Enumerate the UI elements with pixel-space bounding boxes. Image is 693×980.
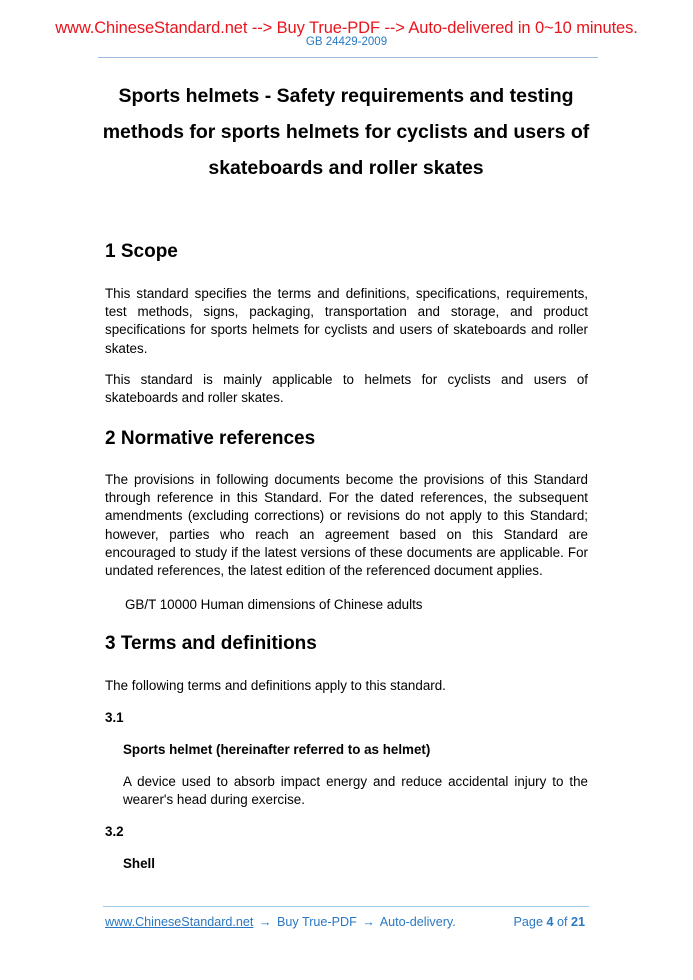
scope-paragraph: This standard is mainly applicable to helmets for cyclists and users of skateboards and roller skates.: [105, 372, 588, 406]
total-pages: 21: [570, 915, 585, 929]
page-label: Page: [513, 915, 543, 929]
promo-banner-link[interactable]: www.ChineseStandard.net --> Buy True-PDF --> Auto-delivered in 0~10 minutes.: [55, 19, 638, 37]
page-footer: [105, 914, 585, 930]
clause-number: 3.1: [105, 710, 124, 725]
arrow-right-icon: →: [362, 915, 375, 929]
title-line: methods for sports helmets for cyclists and users of: [102, 121, 590, 143]
normative-references-paragraph: The provisions in following documents become the provisions of this Standard through reference in this Standard. For the dated references, the subsequent amendments (excluding corrections) or revisions do not apply to this Standard; however, parties who reach an agreement based on this Standard are encouraged to study if the latest versions of these documents are applicable. For undated references, the latest edition of the referenced document applies.: [105, 472, 588, 579]
clause-number: 3.2: [105, 824, 124, 839]
term-title: Sports helmet (hereinafter referred to as helmet): [123, 742, 431, 757]
current-page: 4: [546, 915, 554, 929]
standard-code: GB 24429-2009: [305, 36, 388, 48]
delivery-text: Auto-delivery.: [379, 915, 456, 929]
title-line: Sports helmets - Safety requirements and testing: [118, 85, 574, 107]
term-title: Shell: [123, 856, 155, 871]
section-heading-normative-references: 2 Normative references: [105, 428, 316, 449]
arrow-right-icon: →: [258, 915, 272, 929]
buy-pdf-text: Buy True-PDF: [277, 915, 357, 929]
footer-divider: [103, 906, 589, 907]
document-title: [100, 78, 592, 186]
title-line: skateboards and roller skates: [208, 157, 484, 179]
terms-intro-paragraph: The following terms and definitions apply to this standard.: [105, 678, 446, 693]
reference-item: GB/T 10000 Human dimensions of Chinese adults: [125, 597, 423, 612]
term-definition: A device used to absorb impact energy and reduce accidental injury to the wearer's head during exercise.: [123, 774, 588, 808]
header-divider: [98, 57, 598, 58]
page-indicator: [514, 914, 585, 930]
scope-paragraph: This standard specifies the terms and definitions, specifications, requirements, test methods, signs, packaging, transportation and storage, and product specifications for sports helmets for cyclists and users of skateboards and roller skates.: [105, 286, 588, 356]
section-heading-scope: 1 Scope: [105, 241, 178, 262]
section-heading-terms-definitions: 3 Terms and definitions: [105, 633, 317, 654]
of-label: of: [556, 915, 568, 929]
site-link[interactable]: www.ChineseStandard.net: [105, 915, 254, 929]
